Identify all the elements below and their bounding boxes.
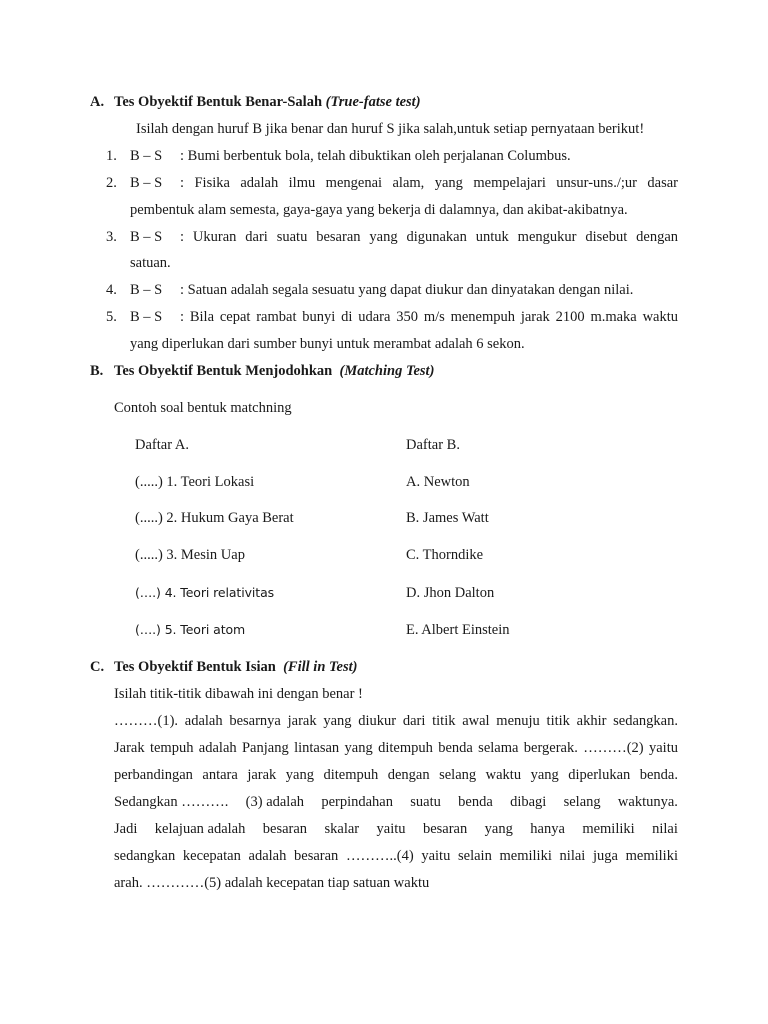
a-item-3-number: 3. bbox=[106, 229, 117, 245]
list-b-item-5: E. Albert Einstein bbox=[406, 622, 510, 638]
list-a-item-1: (.....) 1. Teori Lokasi bbox=[135, 474, 255, 490]
c-line-4-word: suatu bbox=[410, 794, 441, 810]
a-item-4-number: 4. bbox=[106, 282, 117, 298]
c-line-5-word: kelajuan adalah bbox=[154, 821, 246, 837]
c-line-4-word: perpindahan bbox=[321, 794, 393, 810]
section-b-example: Contoh soal bentuk matchning bbox=[114, 400, 292, 416]
a-item-3-text-line-2: satuan. bbox=[130, 255, 171, 271]
a-item-2-number: 2. bbox=[106, 175, 117, 191]
c-line-5-word: yaitu bbox=[376, 821, 406, 837]
a-item-2-text-line-1: : Fisika adalah ilmu mengenai alam, yang mempelajari unsur-uns./;ur dasar bbox=[180, 175, 678, 191]
section-b-title: Tes Obyektif Bentuk Menjodohkan bbox=[114, 363, 333, 379]
section-a-heading bbox=[114, 93, 421, 111]
section-c-title-en: (Fill in Test) bbox=[283, 659, 358, 675]
list-b-item-1: A. Newton bbox=[406, 474, 470, 490]
a-item-2-option: B – S bbox=[130, 175, 163, 191]
c-line-5-word: skalar bbox=[324, 821, 360, 837]
a-item-5-number: 5. bbox=[106, 309, 117, 325]
list-b-header: Daftar B. bbox=[406, 437, 460, 453]
section-a-letter: A. bbox=[90, 94, 105, 110]
c-line-5-word: hanya bbox=[530, 821, 565, 837]
a-item-1-option: B – S bbox=[130, 148, 163, 164]
section-c-letter: C. bbox=[90, 659, 105, 675]
section-c-instruction: Isilah titik-titik dibawah ini dengan benar ! bbox=[114, 686, 363, 702]
c-line-5-word: memiliki bbox=[582, 821, 635, 837]
a-item-4-option: B – S bbox=[130, 282, 163, 298]
a-item-1-text: : Bumi berbentuk bola, telah dibuktikan oleh perjalanan Columbus. bbox=[180, 148, 571, 164]
c-line-4-word: waktunya. bbox=[617, 794, 678, 810]
section-b-title-en: (Matching Test) bbox=[339, 363, 435, 379]
c-paragraph-line-5 bbox=[114, 820, 678, 838]
section-a-title: Tes Obyektif Bentuk Benar-Salah bbox=[114, 94, 323, 110]
c-line-4-word: (3) adalah bbox=[245, 794, 305, 810]
c-line-4-word: dibagi bbox=[510, 794, 547, 810]
a-item-5-text-line-2: yang diperlukan dari sumber bunyi untuk merambat adalah 6 sekon. bbox=[130, 336, 525, 352]
list-a-item-2: (.....) 2. Hukum Gaya Berat bbox=[135, 510, 294, 526]
list-b-item-4: D. Jhon Dalton bbox=[406, 585, 495, 601]
list-a-header: Daftar A. bbox=[135, 437, 189, 453]
list-b-item-2: B. James Watt bbox=[406, 510, 489, 526]
list-b-item-3: C. Thorndike bbox=[406, 547, 484, 563]
a-item-5-option: B – S bbox=[130, 309, 163, 325]
a-item-2-text-line-2: pembentuk alam semesta, gaya-gaya yang bekerja di dalamnya, dan akibat-akibatnya. bbox=[130, 202, 628, 218]
section-c-title: Tes Obyektif Bentuk Isian bbox=[114, 659, 276, 675]
c-line-5-word: besaran bbox=[262, 821, 308, 837]
section-b-heading bbox=[114, 362, 434, 380]
c-paragraph-line-2: Jarak tempuh adalah Panjang lintasan yang ditempuh benda selama bergerak. ………(2) yaitu bbox=[114, 740, 678, 756]
c-line-4-word: Sedangkan ………. bbox=[114, 794, 229, 810]
c-line-4-word: benda bbox=[458, 794, 493, 810]
c-paragraph-line-3: perbandingan antara jarak yang ditempuh dengan selang waktu yang diperlukan benda. bbox=[114, 767, 678, 783]
c-line-5-word: nilai bbox=[652, 821, 678, 837]
c-paragraph-line-4 bbox=[114, 793, 678, 811]
list-a-item-5: (….) 5. Teori atom bbox=[135, 622, 246, 637]
section-a-instruction: Isilah dengan huruf B jika benar dan huruf S jika salah,untuk setiap pernyataan berikut! bbox=[136, 121, 645, 137]
c-line-5-word: yang bbox=[484, 821, 513, 837]
section-b-letter: B. bbox=[90, 363, 104, 379]
a-item-5-text-line-1: : Bila cepat rambat bunyi di udara 350 m/s menempuh jarak 2100 m.maka waktu bbox=[180, 309, 678, 325]
a-item-3-option: B – S bbox=[130, 229, 163, 245]
a-item-1-number: 1. bbox=[106, 148, 117, 164]
c-paragraph-line-7: arah. …………(5) adalah kecepatan tiap satuan waktu bbox=[114, 875, 430, 891]
section-a-title-en: (True-fatse test) bbox=[325, 94, 421, 110]
a-item-4-text: : Satuan adalah segala sesuatu yang dapat diukur dan dinyatakan dengan nilai. bbox=[180, 282, 634, 298]
c-paragraph-line-1: ………(1). adalah besarnya jarak yang diukur dari titik awal menuju titik akhir sedangkan. bbox=[114, 713, 678, 729]
list-a-item-3: (.....) 3. Mesin Uap bbox=[135, 547, 245, 563]
c-paragraph-line-6: sedangkan kecepatan adalah besaran ………..(4) yaitu selain memiliki nilai juga memiliki bbox=[114, 848, 678, 864]
list-a-item-4: (….) 4. Teori relativitas bbox=[135, 585, 275, 600]
c-line-5-word: Jadi bbox=[114, 821, 138, 837]
section-c-heading bbox=[114, 658, 357, 676]
c-line-4-word: selang bbox=[563, 794, 601, 810]
c-line-5-word: besaran bbox=[422, 821, 468, 837]
a-item-3-text-line-1: : Ukuran dari suatu besaran yang digunakan untuk mengukur disebut dengan bbox=[180, 229, 678, 245]
